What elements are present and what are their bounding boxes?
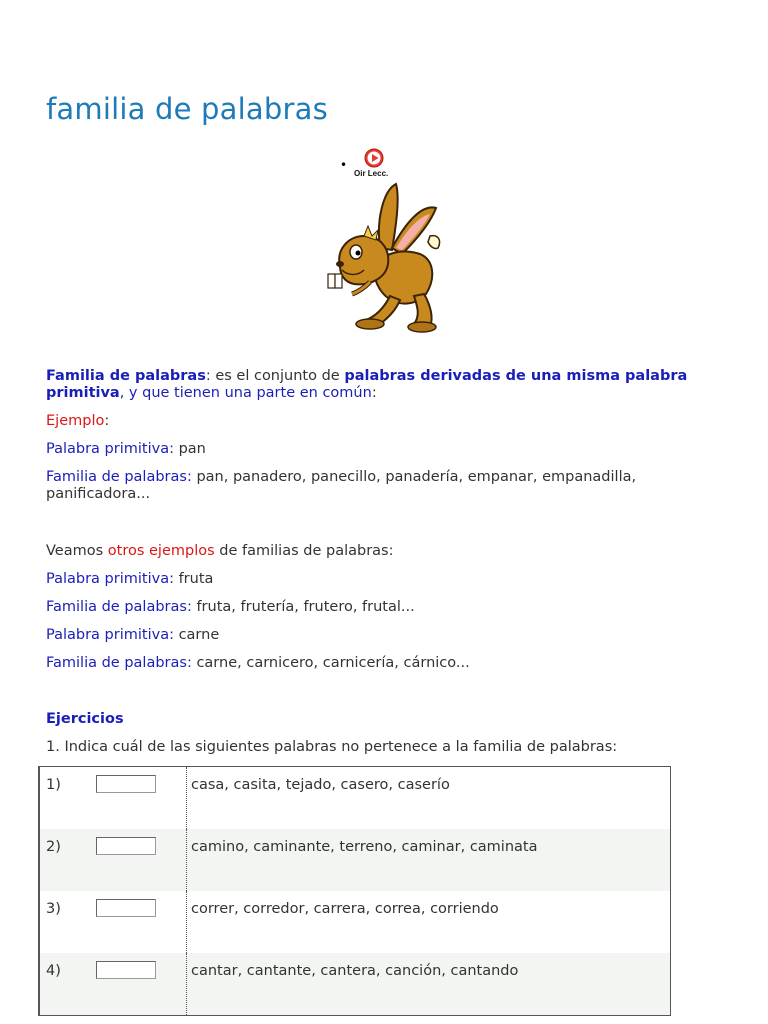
word-list: casa, casita, tejado, casero, caserío (187, 767, 671, 830)
more-example-item: Familia de palabras: carne, carnicero, carnicería, cárnico... (46, 655, 470, 671)
row-number: 1) (39, 767, 90, 830)
word-list: camino, caminante, terreno, caminar, caminata (187, 829, 671, 891)
row-number: 2) (39, 829, 90, 891)
more-example-item: Palabra primitiva: carne (46, 627, 220, 643)
row-number: 4) (39, 953, 90, 1016)
table-row (39, 953, 671, 1016)
answer-input[interactable] (96, 961, 156, 979)
table-row (39, 829, 671, 891)
listen-lesson-control[interactable] (340, 148, 420, 182)
play-icon[interactable] (364, 148, 384, 168)
exercise-table (38, 766, 671, 1016)
more-example-item: Palabra primitiva: fruta (46, 571, 214, 587)
exercises-heading: Ejercicios (46, 711, 124, 727)
word-list: correr, corredor, carrera, correa, corriendo (187, 891, 671, 953)
table-row (39, 891, 671, 953)
rabbit-illustration (318, 178, 448, 334)
table-row (39, 767, 671, 830)
example-heading: Ejemplo: (46, 413, 110, 429)
exercise-instruction: 1. Indica cuál de las siguientes palabras no pertenece a la familia de palabras: (46, 739, 618, 755)
example-family: Familia de palabras: pan, panadero, panecillo, panadería, empanar, empanadilla, panificadora... (46, 469, 637, 502)
more-example-item: Familia de palabras: fruta, frutería, frutero, frutal... (46, 599, 415, 615)
example-primitive: Palabra primitiva: pan (46, 441, 206, 457)
answer-input[interactable] (96, 837, 156, 855)
row-number: 3) (39, 891, 90, 953)
more-examples-intro: Veamos otros ejemplos de familias de palabras: (46, 543, 394, 559)
word-list: cantar, cantante, cantera, canción, cantando (187, 953, 671, 1016)
definition-highlight: palabras derivadas de una misma palabra primitiva (46, 368, 688, 401)
page-title: familia de palabras (46, 92, 328, 126)
definition-paragraph: Familia de palabras: es el conjunto de palabras derivadas de una misma palabra primitiva, y que tienen una parte en común: (46, 368, 688, 401)
answer-input[interactable] (96, 775, 156, 793)
definition-term: Familia de palabras (46, 368, 206, 384)
listen-lesson-caption[interactable]: Oir Lecc. (354, 169, 389, 178)
bullet-icon: • (340, 158, 348, 172)
answer-input[interactable] (96, 899, 156, 917)
